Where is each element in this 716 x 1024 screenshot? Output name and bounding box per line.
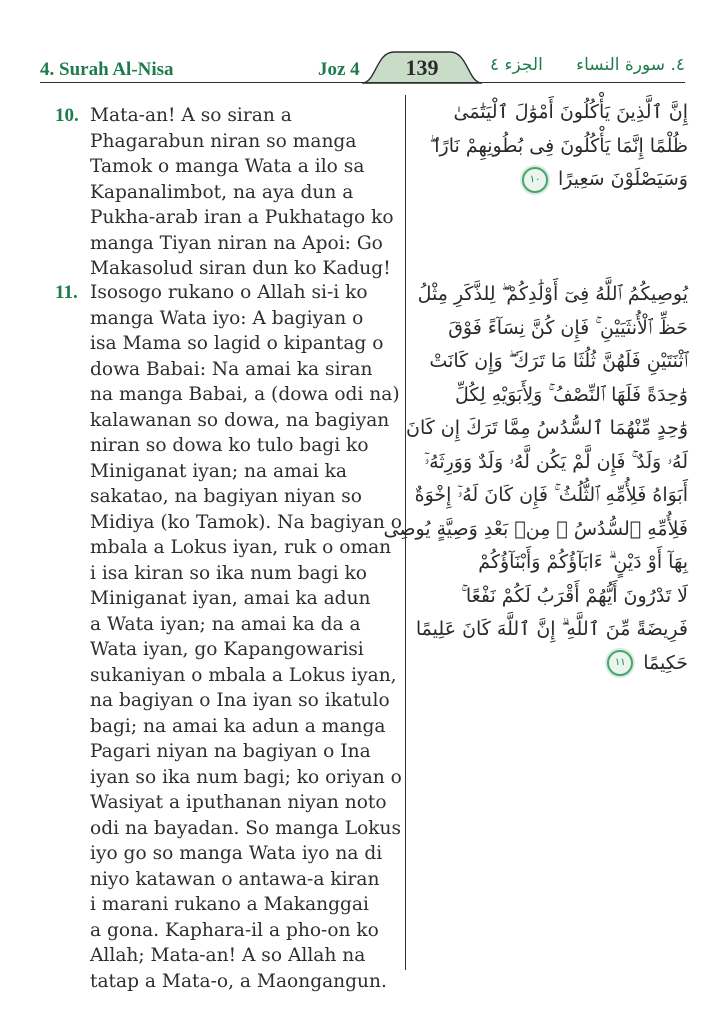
verse-arabic-11 xyxy=(383,278,688,680)
text-line: sukaniyan o mbala a Lokus iyan, xyxy=(90,664,397,686)
joz-label: Joz 4 xyxy=(318,59,360,80)
arabic-line: إِنَّ ٱلَّذِينَ يَأْكُلُونَ أَمْوَٰلَ ٱلْيَتَٰمَىٰ xyxy=(453,101,688,123)
arabic-line: لَا تَدْرُونَ أَيُّهُمْ أَقْرَبُ لَكُمْ نَفْعًا ۚ xyxy=(461,584,688,607)
text-line: niyo katawan o antawa-a kiran xyxy=(90,868,380,890)
verse-text xyxy=(90,280,400,994)
text-line: Midiya (ko Tamok). Na bagiyan o xyxy=(90,511,402,533)
ayah-end-marker-icon: ١١ xyxy=(607,650,633,676)
text-line: a Wata iyan; na amai ka da a xyxy=(90,613,361,635)
text-line: mbala a Lokus iyan, ruk o oman xyxy=(90,537,392,558)
page-header xyxy=(40,50,685,84)
text-line: Mata-an! A so siran a xyxy=(90,105,292,126)
arabic-line-with-marker xyxy=(412,163,688,197)
arabic-line: فَرِيضَةً مِّنَ ٱللَّهِ ۗ إِنَّ ٱللَّهَ كَانَ عَلِيمًا xyxy=(415,618,688,640)
arabic-line: يُوصِيكُمُ ٱللَّهُ فِىٓ أَوْلَٰدِكُمْ ۖ لِلذَّكَرِ مِثْلُ xyxy=(417,283,688,305)
arabic-line: حَظِّ ٱلْأُنثَيَيْنِ ۚ فَإِن كُنَّ نِسَآءً فَوْقَ xyxy=(448,316,688,339)
page-number-tab xyxy=(362,50,482,84)
verse-translation-10 xyxy=(55,103,400,282)
verse-text xyxy=(90,103,400,282)
text-line: dowa Babai: Na amai ka siran xyxy=(90,358,373,380)
verse-arabic-10 xyxy=(412,96,688,197)
arabic-line: ظُلْمًا إِنَّمَا يَأْكُلُونَ فِى بُطُونِهِمْ نَارًا ۖ xyxy=(429,134,688,157)
text-line: Miniganat iyan, amai ka adun xyxy=(90,588,371,609)
arabic-line: وَٰحِدَةً فَلَهَا ٱلنِّصْفُ ۚ وَلِأَبَوَيْهِ لِكُلِّ xyxy=(455,383,688,406)
text-line: Tamok o manga Wata a ilo sa xyxy=(90,156,365,177)
text-line: na manga Babai, a (dowa odi na) xyxy=(90,384,400,405)
text-line: a gona. Kaphara-il a pho-on ko xyxy=(90,919,379,941)
text-line: tatap a Mata-o, a Maongangun. xyxy=(90,970,387,992)
text-line: bagi; na amai ka adun a manga xyxy=(90,715,386,737)
ayah-end-marker-icon: ١٠ xyxy=(522,167,548,193)
juz-arabic: الجزء ٤ xyxy=(490,55,543,75)
text-line: manga Wata iyo: A bagiyan o xyxy=(90,307,364,329)
arabic-line: وَسَيَصْلَوْنَ سَعِيرًا xyxy=(558,168,688,190)
arabic-line: وَٰحِدٍ مِّنْهُمَا ٱلسُّدُسُ مِمَّا تَرَكَ إِن كَانَ xyxy=(405,417,688,439)
text-line: Kapanalimbot, na aya dun a xyxy=(90,181,354,203)
surah-title: 4. Surah Al-Nisa xyxy=(40,59,174,80)
text-line: niran so dowa ko tulo bagi ko xyxy=(90,435,369,456)
arabic-line: فَلِأُمِّهِ ٱلسُّدُسُ ۚ مِنۢ بَعْدِ وَصِيَّةٍ يُوصِى xyxy=(383,517,688,540)
text-line: na bagiyan o Ina iyan so ikatulo xyxy=(90,690,390,711)
text-line: Phagarabun niran so manga xyxy=(90,130,357,152)
text-line: kalawanan so dowa, na bagiyan xyxy=(90,409,390,431)
arabic-line: بِهَآ أَوْ دَيْنٍ ۗ ءَابَآؤُكُمْ وَأَبْنَآؤُكُمْ xyxy=(478,551,688,573)
text-line: isa Mama so lagid o kipantag o xyxy=(90,333,384,354)
text-line: Pukha-arab iran a Pukhatago ko xyxy=(90,207,394,228)
text-line: Miniganat iyan; na amai ka xyxy=(90,460,348,482)
text-line: Pagari niyan na bagiyan o Ina xyxy=(90,741,371,762)
text-line: sakatao, na bagiyan niyan so xyxy=(90,486,362,507)
header-rule xyxy=(40,82,685,83)
arabic-line: أَبَوَاهُ فَلِأُمِّهِ ٱلثُّلُثُ ۚ فَإِن كَانَ لَهُۥٓ إِخْوَةٌ xyxy=(414,484,688,506)
text-line: manga Tiyan niran na Apoi: Go xyxy=(90,232,383,254)
text-line: iyo go so manga Wata iyo na di xyxy=(90,843,383,864)
text-line: Wata iyan, go Kapangowarisi xyxy=(90,639,364,660)
text-line: i isa kiran so ika num bagi ko xyxy=(90,562,367,584)
page-number: 139 xyxy=(405,55,439,80)
verse-number: 11. xyxy=(55,282,78,303)
text-line: iyan so ika num bagi; ko oriyan o xyxy=(90,766,402,788)
arabic-line-with-marker xyxy=(412,647,688,681)
surah-title-arabic: ٤. سورة النساء xyxy=(576,55,685,75)
text-line: Allah; Mata-an! A so Allah na xyxy=(90,945,366,966)
arabic-line: ٱثْنَتَيْنِ فَلَهُنَّ ثُلُثَا مَا تَرَكَ ۖ وَإِن كَانَتْ xyxy=(429,350,688,372)
text-line: Isosogo rukano o Allah si-i ko xyxy=(90,282,368,303)
text-line: i marani rukano a Makanggai xyxy=(90,894,369,915)
text-line: Wasiyat a iputhanan niyan noto xyxy=(90,792,387,813)
verse-number: 10. xyxy=(55,105,79,126)
text-line: odi na bayadan. So manga Lokus xyxy=(90,817,402,839)
text-line: Makasolud siran dun ko Kadug! xyxy=(90,258,391,279)
verse-translation-11 xyxy=(55,280,400,994)
arabic-line: لَهُۥ وَلَدٌ ۚ فَإِن لَّمْ يَكُن لَّهُۥ وَلَدٌ وَوَرِثَهُۥٓ xyxy=(424,450,688,473)
arabic-line: حَكِيمًا xyxy=(643,651,688,674)
